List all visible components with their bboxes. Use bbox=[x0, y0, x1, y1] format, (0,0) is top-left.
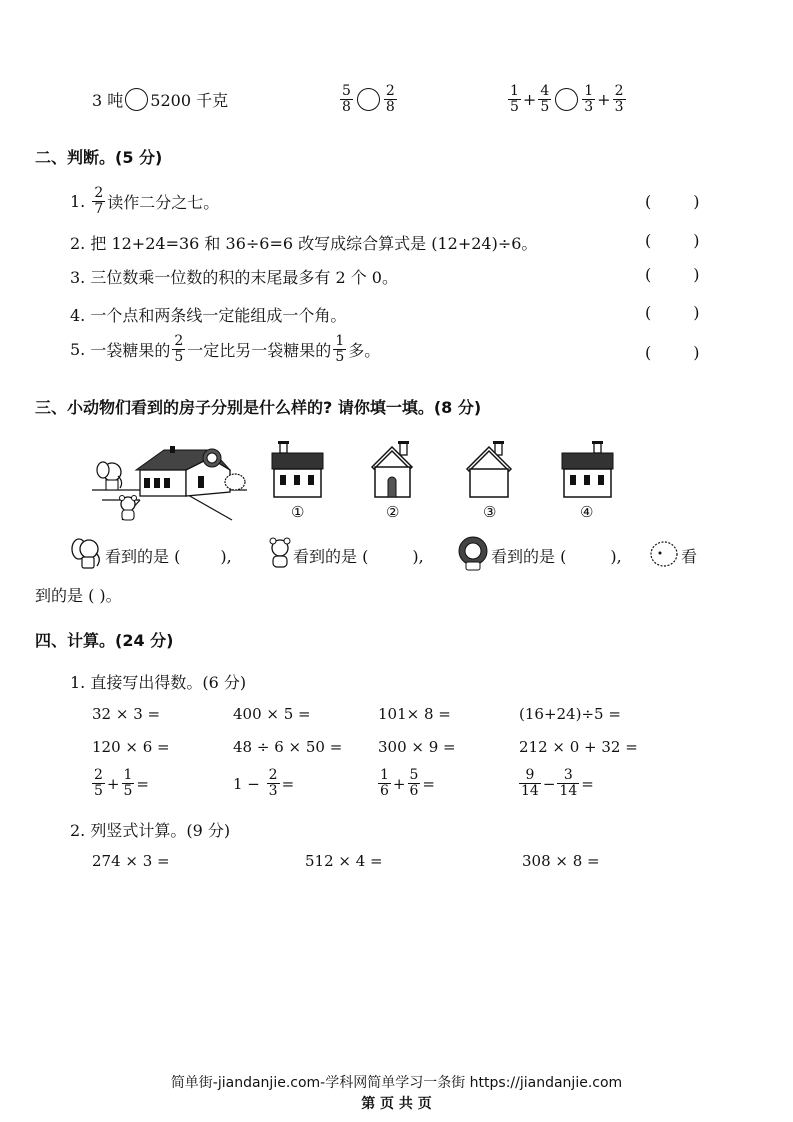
judge-item-4 bbox=[70, 303, 346, 326]
blank-circle[interactable] bbox=[555, 88, 578, 111]
item-text: 多。 bbox=[348, 341, 381, 360]
section-2-title: 二、判断。(5 分) bbox=[35, 148, 163, 167]
house-label-4: ④ bbox=[580, 503, 594, 521]
fraction: $\frac{1}{5}$ bbox=[510, 83, 519, 115]
calc-3-1: $\frac{2}{5}$ + $\frac{1}{5}$ = bbox=[94, 767, 149, 799]
answer-blank-4[interactable]: ( ) bbox=[645, 303, 700, 322]
subsection-1-title: 1. 直接写出得数。(6 分) bbox=[70, 673, 247, 692]
calc-3-4: $\frac{9}{14}$ − $\frac{3}{14}$ = bbox=[521, 767, 594, 799]
calc-1-1: 32 × 3 = bbox=[92, 705, 161, 723]
item-number: 1. bbox=[70, 192, 86, 211]
house-label-3: ③ bbox=[483, 503, 497, 521]
hedgehog-icon bbox=[648, 537, 680, 569]
answer-hedgehog-start: 看 bbox=[681, 547, 698, 566]
calc-3-3: $\frac{1}{6}$ + $\frac{5}{6}$ = bbox=[380, 767, 435, 799]
section-4-title: 四、计算。(24 分) bbox=[35, 631, 174, 650]
item-text: 一袋糖果的 bbox=[90, 341, 171, 360]
fraction: $\frac{1}{3}$ bbox=[584, 83, 594, 115]
footer-page: 第 页 共 页 bbox=[361, 1096, 432, 1112]
subsection-2-title: 2. 列竖式计算。(9 分) bbox=[70, 821, 231, 840]
item-text: 一定比另一袋糖果的 bbox=[187, 341, 332, 360]
compare-item-3 bbox=[506, 84, 628, 115]
compare-left: 3 吨 bbox=[92, 91, 124, 110]
item-text: 读作二分之七。 bbox=[107, 193, 220, 212]
answer-lion[interactable]: 看到的是 ( ), bbox=[491, 547, 622, 566]
blank-circle[interactable] bbox=[357, 88, 380, 111]
vertical-calc-3: 308 × 8 = bbox=[522, 852, 600, 870]
fraction: $\frac{4}{5}$ bbox=[540, 83, 550, 115]
fraction: $\frac{2}{5}$ bbox=[174, 333, 184, 365]
answer-blank-2[interactable]: ( ) bbox=[645, 231, 700, 250]
calc-2-4: 212 × 0 + 32 = bbox=[519, 738, 638, 756]
footer-source: 简单街-jiandanjie.com-学科网简单学习一条街 https://jiandanjie.com bbox=[170, 1075, 623, 1091]
judge-item-5 bbox=[70, 334, 380, 365]
answer-blank-3[interactable]: ( ) bbox=[645, 265, 700, 284]
plus-sign: + bbox=[522, 90, 537, 109]
fraction: $\frac{5}{8}$ bbox=[342, 83, 351, 115]
vertical-calc-1: 274 × 3 = bbox=[92, 852, 170, 870]
vertical-calc-2: 512 × 4 = bbox=[305, 852, 383, 870]
item-text: 一个点和两条线一定能组成一个角。 bbox=[90, 306, 347, 325]
fraction: $\frac{2}{8}$ bbox=[385, 83, 395, 115]
bear-icon bbox=[268, 537, 292, 569]
item-number: 2. bbox=[70, 234, 86, 253]
house-option-4 bbox=[560, 441, 615, 501]
calc-2-2: 48 ÷ 6 × 50 = bbox=[233, 738, 343, 756]
compare-right: 5200 千克 bbox=[150, 91, 229, 110]
item-number: 3. bbox=[70, 268, 86, 287]
compare-item-1 bbox=[92, 88, 228, 111]
item-number: 4. bbox=[70, 306, 86, 325]
house-option-2 bbox=[370, 441, 415, 501]
judge-item-2 bbox=[70, 231, 537, 254]
house-option-1 bbox=[270, 441, 325, 501]
calc-3-2: 1 − $\frac{2}{3}$ = bbox=[233, 767, 295, 799]
answer-hedgehog-end[interactable]: 到的是 ( )。 bbox=[35, 586, 122, 605]
calc-1-4: (16+24)÷5 = bbox=[519, 705, 621, 723]
answer-bear[interactable]: 看到的是 ( ), bbox=[293, 547, 424, 566]
answer-elephant[interactable]: 看到的是 ( ), bbox=[105, 547, 232, 566]
answer-blank-1[interactable]: ( ) bbox=[645, 192, 700, 211]
fraction: $\frac{2}{3}$ bbox=[614, 83, 624, 115]
judge-item-3 bbox=[70, 265, 398, 288]
answer-blank-5[interactable]: ( ) bbox=[645, 343, 700, 362]
section-3-title: 三、小动物们看到的房子分别是什么样的? 请你填一填。(8 分) bbox=[35, 398, 482, 417]
item-number: 5. bbox=[70, 340, 86, 359]
house-label-2: ② bbox=[386, 503, 400, 521]
compare-item-2 bbox=[338, 84, 399, 115]
item-text: 把 12+24=36 和 36÷6=6 改写成综合算式是 (12+24)÷6。 bbox=[90, 234, 538, 253]
item-text: 三位数乘一位数的积的末尾最多有 2 个 0。 bbox=[90, 268, 398, 287]
lion-icon bbox=[456, 535, 490, 571]
fraction: $\frac{2}{7}$ bbox=[94, 185, 104, 217]
calc-1-3: 101× 8 = bbox=[378, 705, 451, 723]
calc-1-2: 400 × 5 = bbox=[233, 705, 311, 723]
house-option-3 bbox=[465, 441, 513, 501]
judge-item-1 bbox=[70, 186, 219, 217]
calc-2-1: 120 × 6 = bbox=[92, 738, 170, 756]
fraction: $\frac{1}{5}$ bbox=[335, 333, 345, 365]
house-scene-illustration bbox=[92, 440, 252, 522]
calc-2-3: 300 × 9 = bbox=[378, 738, 456, 756]
blank-circle[interactable] bbox=[125, 88, 148, 111]
house-label-1: ① bbox=[291, 503, 305, 521]
elephant-icon bbox=[70, 535, 104, 571]
plus-sign: + bbox=[597, 90, 611, 109]
